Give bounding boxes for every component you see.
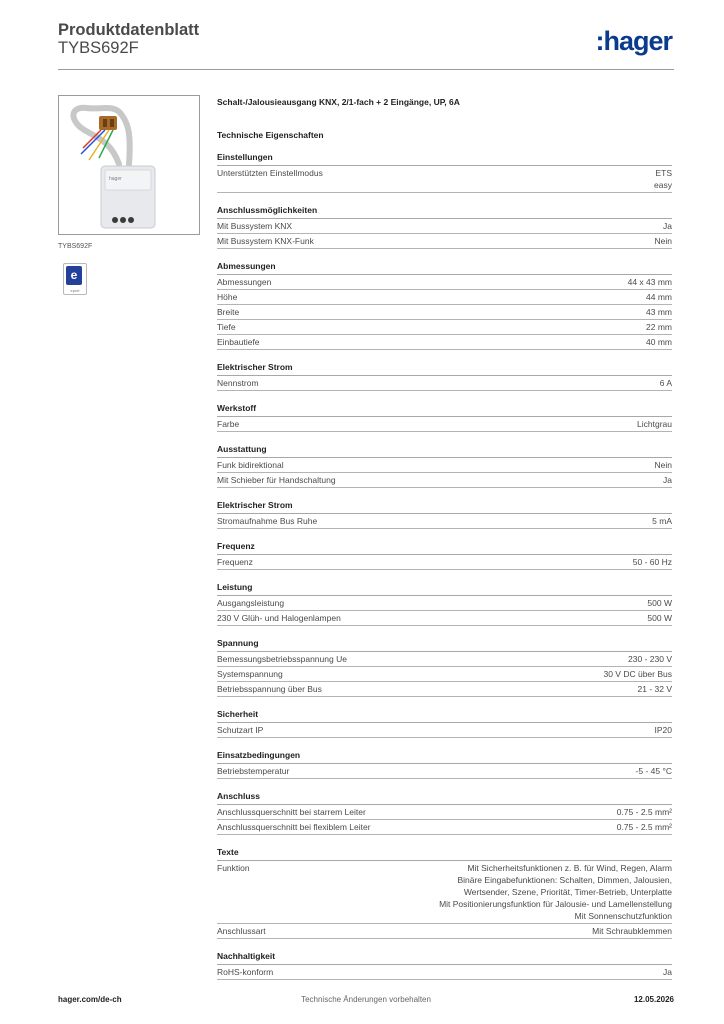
spec-sections <box>217 152 672 980</box>
section-title: Werkstoff <box>217 403 672 417</box>
spec-label: Höhe <box>217 292 238 302</box>
spec-label: Frequenz <box>217 557 253 567</box>
spec-label: Breite <box>217 307 240 317</box>
spec-section <box>217 403 672 432</box>
spec-value: Mit Schraubklemmen <box>592 926 672 936</box>
footer-date: 12.05.2026 <box>633 995 674 1004</box>
spec-label: Mit Bussystem KNX-Funk <box>217 236 314 246</box>
spec-row <box>217 417 672 432</box>
spec-section <box>217 444 672 488</box>
section-title: Elektrischer Strom <box>217 500 672 514</box>
spec-value: 230 - 230 V <box>628 654 672 664</box>
page-title: Produktdatenblatt <box>58 21 200 39</box>
spec-row <box>217 320 672 335</box>
spec-value: 22 mm <box>646 322 672 332</box>
section-title: Ausstattung <box>217 444 672 458</box>
product-photo-icon <box>59 96 199 234</box>
section-title: Abmessungen <box>217 261 672 275</box>
svg-text:hager: hager <box>109 176 122 182</box>
footer-url[interactable]: hager.com/de-ch <box>58 995 122 1004</box>
product-image <box>58 95 200 235</box>
spec-row <box>217 611 672 626</box>
section-title: Spannung <box>217 638 672 652</box>
spec-label: Funk bidirektional <box>217 460 284 470</box>
spec-section <box>217 362 672 391</box>
spec-value: 5 mA <box>652 516 672 526</box>
spec-row <box>217 555 672 570</box>
spec-row <box>217 596 672 611</box>
spec-row <box>217 166 672 193</box>
spec-row <box>217 290 672 305</box>
eprel-icon: e <box>66 266 82 285</box>
section-title: Einstellungen <box>217 152 672 166</box>
spec-label: Betriebstemperatur <box>217 766 290 776</box>
header-divider <box>58 69 674 70</box>
section-title: Texte <box>217 847 672 861</box>
spec-row <box>217 652 672 667</box>
spec-row <box>217 335 672 350</box>
spec-row <box>217 514 672 529</box>
spec-section <box>217 791 672 835</box>
spec-content <box>217 96 672 980</box>
spec-value: 6 A <box>659 378 672 388</box>
section-title: Sicherheit <box>217 709 672 723</box>
spec-section <box>217 541 672 570</box>
spec-section <box>217 638 672 697</box>
spec-value: 50 - 60 Hz <box>632 557 672 567</box>
hager-logo: :hager <box>595 26 672 56</box>
eprel-label: eprel <box>70 288 80 293</box>
spec-value: Nein <box>654 236 672 246</box>
section-title: Leistung <box>217 582 672 596</box>
spec-section <box>217 152 672 193</box>
spec-section <box>217 582 672 626</box>
eprel-badge[interactable] <box>63 263 87 295</box>
spec-value: Ja <box>663 221 672 231</box>
spec-value: 500 W <box>647 613 672 623</box>
spec-label: RoHS-konform <box>217 967 274 977</box>
spec-label: Mit Schieber für Handschaltung <box>217 475 336 485</box>
spec-label: Anschlussquerschnitt bei starrem Leiter <box>217 807 366 817</box>
footer-notice: Technische Änderungen vorbehalten <box>301 995 431 1004</box>
spec-section <box>217 847 672 939</box>
spec-value: -5 - 45 °C <box>635 766 672 776</box>
spec-label: Ausgangsleistung <box>217 598 285 608</box>
spec-section <box>217 500 672 529</box>
spec-row <box>217 234 672 249</box>
spec-label: Unterstützten Einstellmodus <box>217 168 323 178</box>
product-code: TYBS692F <box>58 39 139 57</box>
spec-value: 43 mm <box>646 307 672 317</box>
spec-row <box>217 820 672 835</box>
spec-section <box>217 205 672 249</box>
page-header <box>58 20 674 70</box>
spec-section <box>217 951 672 980</box>
spec-label: Tiefe <box>217 322 236 332</box>
spec-value: 0.75 - 2.5 mm² <box>616 807 672 817</box>
spec-row <box>217 667 672 682</box>
spec-label: Nennstrom <box>217 378 259 388</box>
spec-value: Nein <box>654 460 672 470</box>
spec-row <box>217 376 672 391</box>
spec-value: Mit Sicherheitsfunktionen z. B. für Wind, Regen, Alarm Binäre Eingabefunktionen: Schalten, Dimmen, Jalousien, Wertsender, Szene, Priorität, Timer-Betrieb, Unterplatte Mit Positionierungsfunktion für Jalousie- und Lamellenstellung Mit Sonnenschutzfunktion <box>439 863 672 921</box>
spec-row <box>217 305 672 320</box>
spec-label: Schutzart IP <box>217 725 264 735</box>
spec-value: 44 mm <box>646 292 672 302</box>
spec-label: Einbautiefe <box>217 337 260 347</box>
spec-value: 21 - 32 V <box>637 684 672 694</box>
spec-label: Betriebsspannung über Bus <box>217 684 322 694</box>
spec-value: Ja <box>663 967 672 977</box>
spec-row <box>217 861 672 924</box>
spec-value: 30 V DC über Bus <box>603 669 672 679</box>
section-title: Anschlussmöglichkeiten <box>217 205 672 219</box>
spec-row <box>217 924 672 939</box>
spec-label: Farbe <box>217 419 240 429</box>
image-caption: TYBS692F <box>58 243 93 250</box>
product-name: Schalt-/Jalousieausgang KNX, 2/1-fach + 2 Eingänge, UP, 6A <box>217 97 460 107</box>
spec-value: IP20 <box>654 725 672 735</box>
spec-label: Anschlussart <box>217 926 266 936</box>
section-title: Elektrischer Strom <box>217 362 672 376</box>
section-title: Nachhaltigkeit <box>217 951 672 965</box>
spec-label: Abmessungen <box>217 277 272 287</box>
spec-label: Mit Bussystem KNX <box>217 221 293 231</box>
spec-label: Stromaufnahme Bus Ruhe <box>217 516 318 526</box>
spec-value: 500 W <box>647 598 672 608</box>
spec-value: ETS easy <box>654 168 672 190</box>
spec-label: Funktion <box>217 863 250 873</box>
spec-value: Lichtgrau <box>637 419 672 429</box>
spec-row <box>217 682 672 697</box>
section-title: Frequenz <box>217 541 672 555</box>
section-title: Anschluss <box>217 791 672 805</box>
spec-value: 44 x 43 mm <box>627 277 672 287</box>
tech-heading: Technische Eigenschaften <box>217 130 324 140</box>
spec-row <box>217 458 672 473</box>
spec-row <box>217 965 672 980</box>
spec-value: 40 mm <box>646 337 672 347</box>
spec-section <box>217 709 672 738</box>
spec-row <box>217 473 672 488</box>
spec-row <box>217 723 672 738</box>
spec-label: 230 V Glüh- und Halogenlampen <box>217 613 341 623</box>
spec-row <box>217 764 672 779</box>
spec-row <box>217 805 672 820</box>
spec-value: 0.75 - 2.5 mm² <box>616 822 672 832</box>
spec-row <box>217 275 672 290</box>
spec-label: Bemessungsbetriebsspannung Ue <box>217 654 347 664</box>
spec-value: Ja <box>663 475 672 485</box>
section-title: Einsatzbedingungen <box>217 750 672 764</box>
spec-section <box>217 750 672 779</box>
spec-section <box>217 261 672 350</box>
spec-row <box>217 219 672 234</box>
spec-label: Anschlussquerschnitt bei flexiblem Leiter <box>217 822 371 832</box>
spec-label: Systemspannung <box>217 669 283 679</box>
